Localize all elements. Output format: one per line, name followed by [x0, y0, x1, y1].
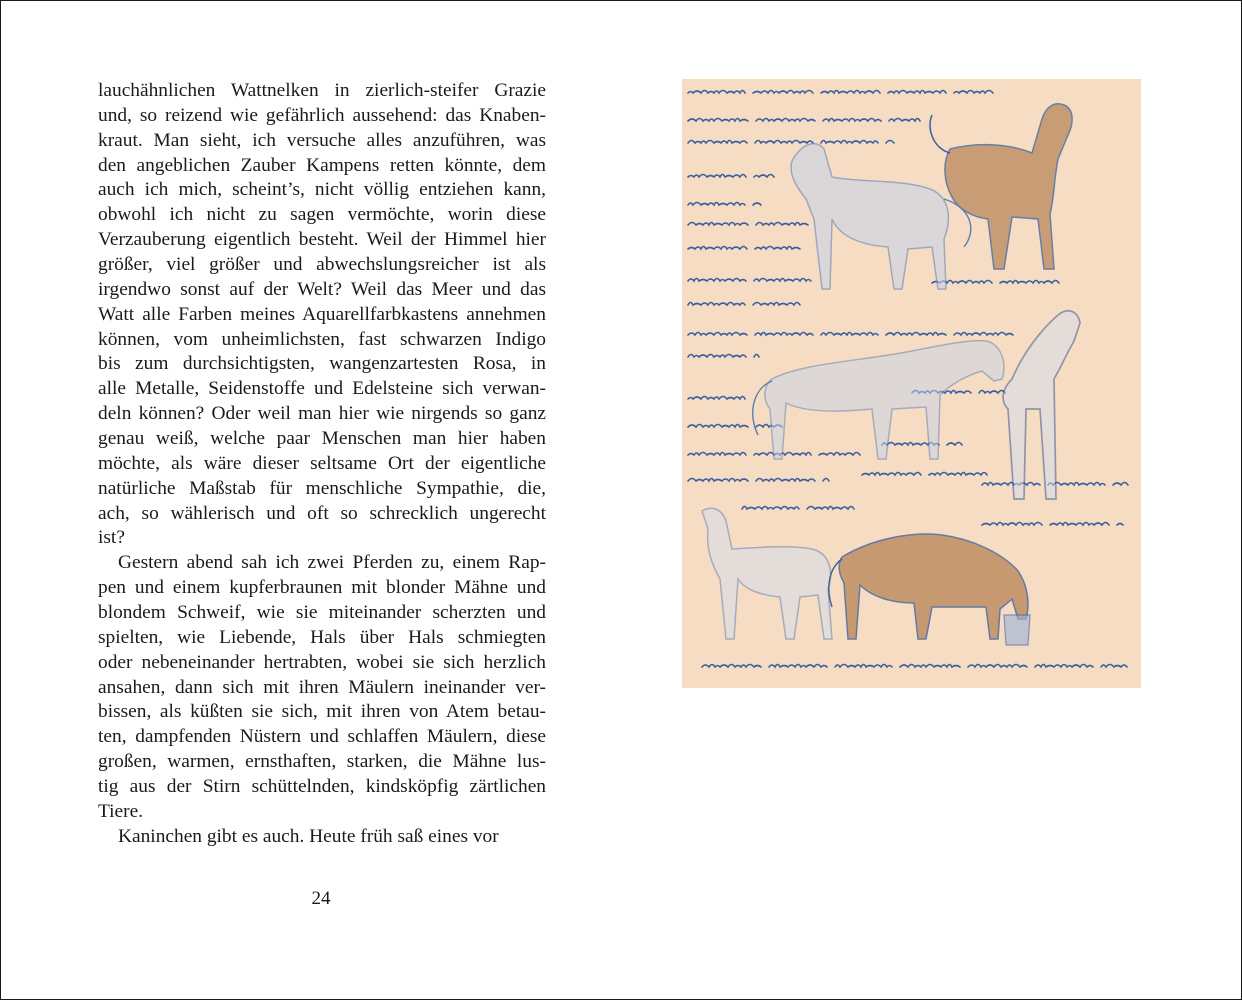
text-line: auch ich mich, scheint’s, nicht völlig entziehen kann, [98, 179, 546, 201]
text-line: ansahen, dann sich mit ihren Mäulern ineinander ver- [98, 676, 546, 698]
text-line: genau weiß, welche paar Menschen man hier haben [98, 428, 546, 450]
horse-sketch-svg [682, 79, 1141, 688]
body-text [98, 79, 546, 850]
text-line: können, vom unheimlichsten, fast schwarzen Indigo [98, 328, 546, 350]
text-line: großen, warmen, ernsthaften, starken, die Mähne lus- [98, 751, 546, 773]
bucket-icon [1004, 615, 1030, 645]
text-line: blondem Schweif, wie sie miteinander scherzten und [98, 602, 546, 624]
text-line: irgendwo sonst auf der Welt? Weil das Meer und das [98, 278, 546, 300]
text-line: und, so reizend wie gefährlich aussehend: das Knaben- [98, 104, 546, 126]
text-line: den angeblichen Zauber Kampens retten könnte, dem [98, 154, 546, 176]
text-line: Verzauberung eigentlich besteht. Weil der Himmel hier [98, 229, 546, 251]
text-line: größer, viel größer und abwechslungsreicher ist als [98, 254, 546, 276]
text-line: oder nebeneinander hertrabten, wobei sie sich herzlich [98, 651, 546, 673]
text-line: bissen, als küßten sie sich, mit ihren von Atem betau- [98, 701, 546, 723]
text-line: tig aus der Stirn schüttelnden, kindsköpfig zärtlichen [98, 776, 546, 798]
text-line: natürliche Maßstab für menschliche Sympathie, die, [98, 477, 546, 499]
text-line: pen und einem kupferbraunen mit blonder Mähne und [98, 577, 546, 599]
text-line: Tiere. [98, 800, 144, 822]
text-line: Watt alle Farben meines Aquarellfarbkastens annehmen [98, 303, 546, 325]
text-line: ist? [98, 527, 125, 549]
text-line: Kaninchen gibt es auch. Heute früh saß eines vor [118, 825, 499, 847]
text-line: deln können? Oder weil man hier wie nirgends so ganz [98, 403, 546, 425]
text-line: lauchähnlichen Wattnelken in zierlich-steifer Grazie [98, 80, 546, 101]
text-line: ten, dampfenden Nüstern und schlaffen Mäulern, diese [98, 726, 546, 748]
text-line: kraut. Man sieht, ich versuche alles anzuführen, was [98, 129, 546, 151]
text-line: obwohl ich nicht zu sagen vermöchte, worin diese [98, 204, 546, 226]
text-line: bis zum durchsichtigsten, wangenzartesten Rosa, in [98, 353, 546, 375]
text-line: möchte, als wäre dieser seltsame Ort der eigentliche [98, 452, 546, 474]
horse-sketch-illustration [682, 79, 1141, 688]
page-number: 24 [311, 888, 331, 909]
text-line: Gestern abend sah ich zwei Pferden zu, einem Rap- [118, 552, 546, 574]
text-line: ach, so wählerisch und oft so schrecklich ungerecht [98, 502, 546, 524]
text-line: alle Metalle, Seidenstoffe und Edelsteine sich verwan- [98, 378, 546, 400]
text-line: spielten, wie Liebende, Hals über Hals schmiegten [98, 626, 546, 648]
